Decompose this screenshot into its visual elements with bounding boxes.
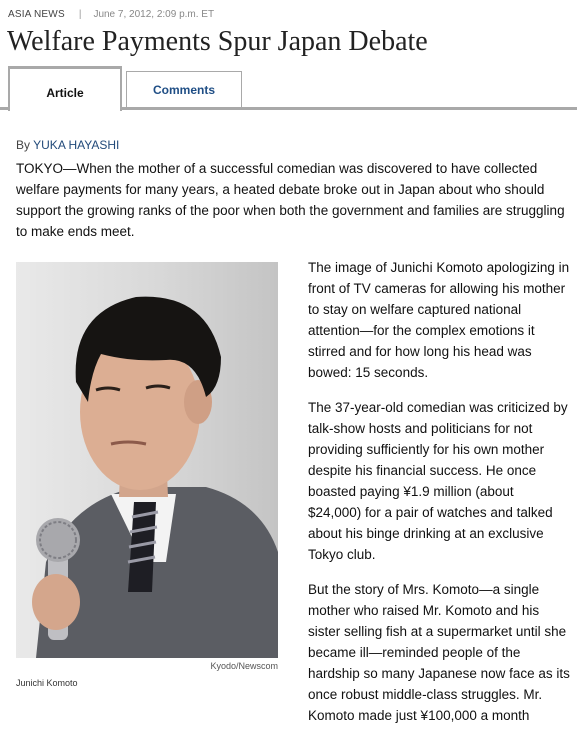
tab-article[interactable]: Article <box>8 66 122 111</box>
body-paragraph: The 37-year-old comedian was criticized by talk-show hosts and politicians for not providing sufficiently for his own mother despite his financial success. He once boasted paying ¥1.9 million (about $24,000) for a pair of watches and talked about his binge drinking at an exclusive Tokyo club. <box>308 400 568 562</box>
body-paragraph: The image of Junichi Komoto apologizing in front of TV cameras for allowing his mother to stay on welfare captured national attention—for the complex emotions it stirred and for how long his head was bowed: 15 seconds. <box>308 260 570 380</box>
article-photo <box>16 262 278 658</box>
publish-date: June 7, 2012, 2:09 p.m. ET <box>93 9 215 20</box>
portrait-image <box>16 262 278 658</box>
body-paragraph: But the story of Mrs. Komoto—a single mother who raised Mr. Komoto and his sister selling fish at a supermarket until she became ill—reminded people of the hardship so many Japanese now face as its once robust middle-class struggles. Mr. Komoto made just ¥100,000 a month <box>308 582 570 723</box>
article-meta <box>8 9 214 20</box>
lede-paragraph: TOKYO—When the mother of a successful comedian was discovered to have collected welfare payments for many years, a heated debate broke out in Japan about who should support the growing ranks of the poor when both the government and families are struggling to make ends meet. <box>16 161 565 239</box>
photo-credit: Kyodo/Newscom <box>210 661 278 671</box>
section-label[interactable]: ASIA NEWS <box>8 9 65 20</box>
meta-separator: | <box>78 9 82 20</box>
page-title: Welfare Payments Spur Japan Debate <box>7 26 428 57</box>
article-body <box>308 257 570 740</box>
photo-caption: Junichi Komoto <box>16 678 78 688</box>
author-link[interactable]: YUKA HAYASHI <box>33 138 120 152</box>
tab-comments[interactable]: Comments <box>126 71 242 108</box>
byline-prefix: By <box>16 138 31 152</box>
byline <box>16 138 119 152</box>
